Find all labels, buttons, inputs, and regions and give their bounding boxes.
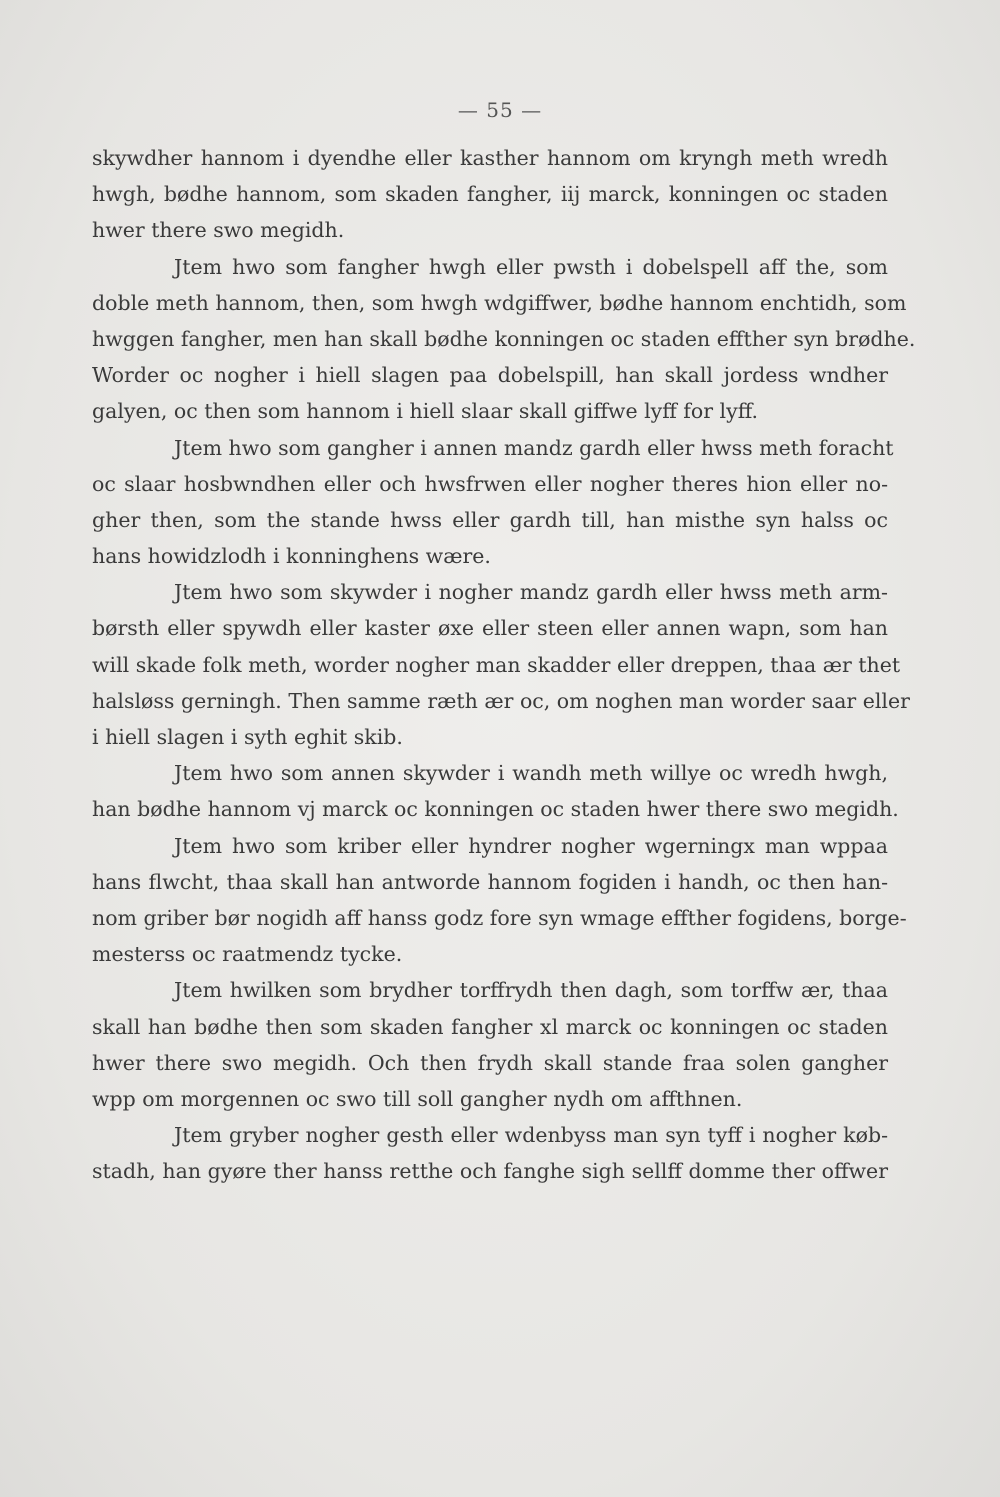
text-line: doble meth hannom, then, som hwgh wdgiffwer, bødhe hannom enchtidh, som	[92, 290, 907, 315]
text-line: børsth eller spywdh eller kaster øxe eller steen eller annen wapn, som han	[92, 616, 888, 641]
text-line: skall han bødhe then som skaden fangher xl marck oc konningen oc staden	[92, 1014, 888, 1039]
text-line: hwggen fangher, men han skall bødhe konningen oc staden effther syn brødhe.	[92, 326, 916, 351]
body-text	[92, 140, 916, 1189]
paragraph-first-line: Jtem hwo som fangher hwgh eller pwsth i dobelspell aff the, som	[174, 254, 888, 279]
text-line: stadh, han gyøre ther hanss retthe och fanghe sigh sellff domme ther offwer	[92, 1159, 888, 1184]
text-line: nom griber bør nogidh aff hanss godz fore syn wmage effther fogidens, borge-	[92, 905, 907, 930]
paragraph-first-line: Jtem hwo som annen skywder i wandh meth willye oc wredh hwgh,	[174, 761, 888, 786]
text-line: hans flwcht, thaa skall han antworde hannom fogiden i handh, oc then han-	[92, 869, 888, 894]
text-line: hans howidzlodh i konninghens wære.	[92, 544, 491, 569]
text-line: wpp om morgennen oc swo till soll gangher nydh om affthnen.	[92, 1086, 743, 1111]
paragraph-first-line: Jtem hwilken som brydher torffrydh then dagh, som torffw ær, thaa	[174, 978, 888, 1003]
text-line: halsløss gerningh. Then samme ræth ær oc, om noghen man worder saar eller	[92, 688, 910, 713]
text-line: mesterss oc raatmendz tycke.	[92, 942, 403, 967]
text-line: han bødhe hannom vj marck oc konningen oc staden hwer there swo megidh.	[92, 797, 899, 822]
text-line: will skade folk meth, worder nogher man skadder eller dreppen, thaa ær thet	[92, 652, 901, 677]
text-line: hwer there swo megidh.	[92, 218, 345, 243]
paragraph-first-line: Jtem hwo som kriber eller hyndrer nogher wgerningx man wppaa	[174, 833, 888, 858]
paragraph-first-line: Jtem hwo som gangher i annen mandz gardh eller hwss meth foracht	[174, 435, 894, 460]
paragraph-first-line: Jtem gryber nogher gesth eller wdenbyss man syn tyff i nogher køb-	[174, 1123, 888, 1148]
text-line: oc slaar hosbwndhen eller och hwsfrwen eller nogher theres hion eller no-	[92, 471, 888, 496]
text-line: skywdher hannom i dyendhe eller kasther hannom om kryngh meth wredh	[92, 146, 888, 170]
text-line: galyen, oc then som hannom i hiell slaar skall giffwe lyff for lyff.	[92, 399, 759, 424]
text-line: Worder oc nogher i hiell slagen paa dobelspill, han skall jordess wndher	[92, 363, 888, 388]
paragraph-first-line: Jtem hwo som skywder i nogher mandz gardh eller hwss meth arm-	[174, 580, 888, 605]
text-line: hwgh, bødhe hannom, som skaden fangher, iij marck, konningen oc staden	[92, 182, 888, 207]
text-line: hwer there swo megidh. Och then frydh skall stande fraa solen gangher	[92, 1050, 888, 1075]
text-line: gher then, som the stande hwss eller gardh till, han misthe syn halss oc	[92, 507, 888, 532]
page-number: — 55 —	[457, 98, 543, 122]
text-line: i hiell slagen i syth eghit skib.	[92, 725, 403, 749]
